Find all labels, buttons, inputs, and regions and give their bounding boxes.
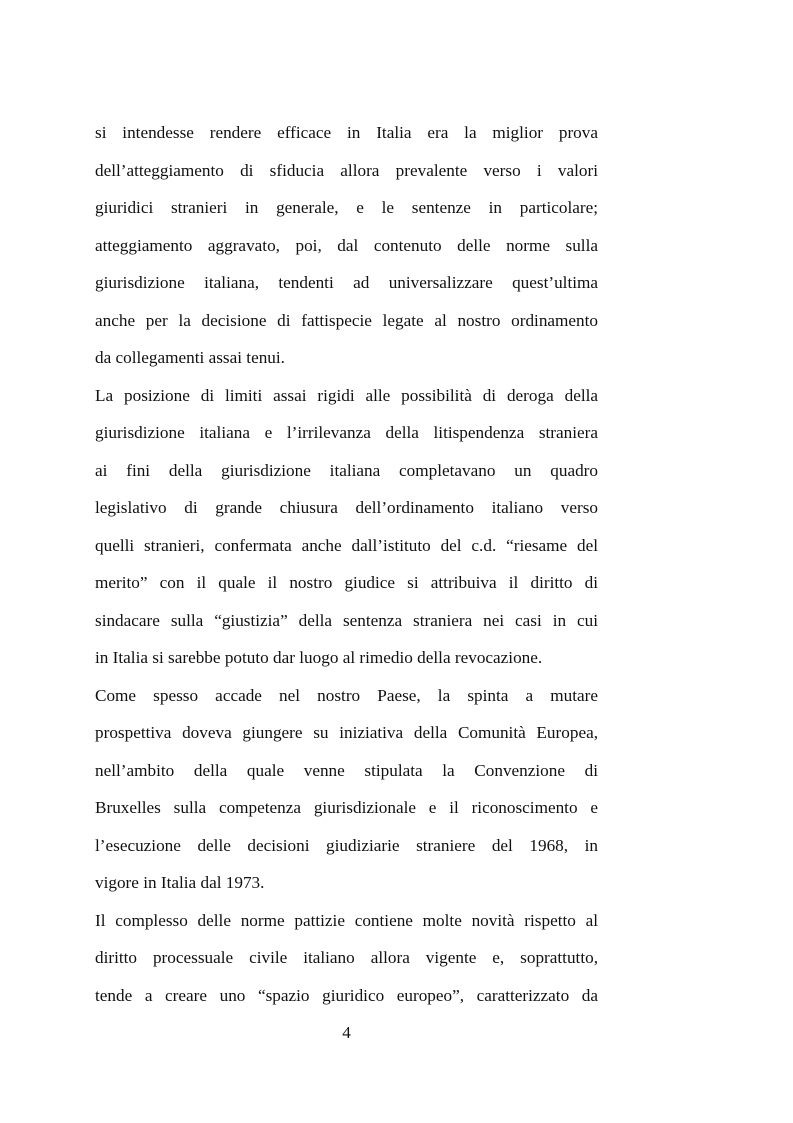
text-line: quelli stranieri, confermata anche dall’istituto del c.d. “riesame del: [95, 535, 598, 555]
text-line: tende a creare uno “spazio giuridico europeo”, caratterizzato da: [95, 985, 598, 1005]
text-line: Bruxelles sulla competenza giurisdizionale e il riconoscimento e: [95, 798, 598, 817]
text-line: da collegamenti assai tenui.: [95, 348, 285, 367]
page-number-label: 4: [342, 1023, 351, 1042]
text-line: merito” con il quale il nostro giudice si attribuiva il diritto di: [95, 573, 598, 592]
paragraph-3: [95, 677, 598, 902]
page-number: [0, 1023, 793, 1043]
text-line: giurisdizione italiana e l’irrilevanza della litispendenza straniera: [95, 423, 598, 442]
text-line: legislativo di grande chiusura dell’ordinamento italiano verso: [95, 498, 598, 517]
text-line: diritto processuale civile italiano allora vigente e, soprattutto,: [95, 948, 598, 967]
text-line: si intendesse rendere efficace in Italia era la miglior prova: [95, 123, 598, 142]
text-line: Il complesso delle norme pattizie contiene molte novità rispetto al: [95, 910, 598, 930]
text-line: giuridici stranieri in generale, e le sentenze in particolare;: [95, 198, 598, 217]
paragraph-4: [95, 902, 598, 1015]
text-line: giurisdizione italiana, tendenti ad universalizzare quest’ultima: [95, 273, 598, 292]
text-line: La posizione di limiti assai rigidi alle possibilità di deroga della: [95, 385, 598, 405]
text-line: nell’ambito della quale venne stipulata la Convenzione di: [95, 760, 598, 780]
text-line: prospettiva doveva giungere su iniziativa della Comunità Europea,: [95, 723, 598, 742]
page-body: [95, 114, 598, 1014]
text-line: l’esecuzione delle decisioni giudiziarie straniere del 1968, in: [95, 835, 598, 855]
text-line: vigore in Italia dal 1973.: [95, 873, 265, 892]
paragraph-2: [95, 377, 598, 677]
text-line: in Italia si sarebbe potuto dar luogo al rimedio della revocazione.: [95, 648, 543, 667]
text-line: Come spesso accade nel nostro Paese, la spinta a mutare: [95, 685, 598, 705]
text-line: ai fini della giurisdizione italiana completavano un quadro: [95, 460, 598, 480]
text-line: anche per la decisione di fattispecie legate al nostro ordinamento: [95, 310, 598, 330]
text-line: dell’atteggiamento di sfiducia allora prevalente verso i valori: [95, 160, 598, 180]
paragraph-1: [95, 114, 598, 377]
text-line: atteggiamento aggravato, poi, dal contenuto delle norme sulla: [95, 235, 598, 255]
text-line: sindacare sulla “giustizia” della sentenza straniera nei casi in cui: [95, 610, 598, 630]
